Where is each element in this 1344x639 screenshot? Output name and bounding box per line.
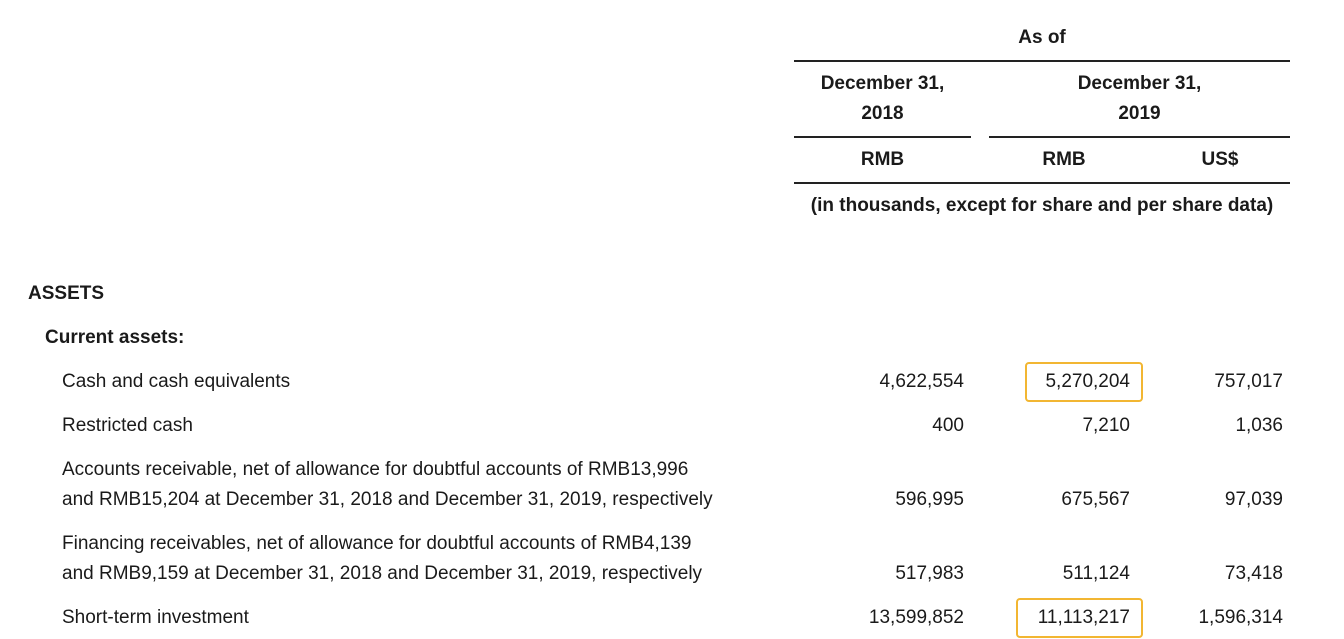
row-label-short-term-investment: Short-term investment: [62, 607, 249, 628]
currency-label-2019-rmb: RMB: [1042, 149, 1086, 170]
row-value-cash-usd-2019: 757,017: [1214, 371, 1283, 392]
column-header-2018-line1: December 31,: [820, 73, 945, 94]
units-note: (in thousands, except for share and per share data): [810, 195, 1274, 216]
row-value-financing-rmb-2018: 517,983: [895, 563, 964, 584]
section-heading-assets: ASSETS: [28, 283, 105, 304]
row-value-financing-usd-2019: 73,418: [1224, 563, 1283, 584]
section-heading-current-assets: Current assets:: [45, 327, 185, 348]
column-header-2018: [794, 69, 971, 129]
column-header-2018-line2: 2018: [861, 103, 904, 124]
column-header-2019: [989, 69, 1290, 129]
row-value-receivable-rmb-2019: 675,567: [1061, 489, 1130, 510]
row-value-receivable-usd-2019: 97,039: [1224, 489, 1283, 510]
currency-label-2018-rmb: RMB: [860, 149, 905, 170]
header-rule-2019: [989, 136, 1290, 138]
row-value-restricted-rmb-2019: 7,210: [1082, 415, 1130, 436]
row-value-receivable-rmb-2018: 596,995: [895, 489, 964, 510]
row-value-financing-rmb-2019: 511,124: [1062, 563, 1130, 584]
row-value-cash-rmb-2018: 4,622,554: [879, 371, 964, 392]
row-label-restricted-cash: Restricted cash: [62, 415, 193, 436]
row-label-accounts-receivable-line2: and RMB15,204 at December 31, 2018 and December 31, 2019, respectively: [62, 489, 713, 510]
row-value-restricted-usd-2019: 1,036: [1235, 415, 1283, 436]
row-value-investment-rmb-2018: 13,599,852: [868, 607, 964, 628]
row-label-financing-receivables-line1: Financing receivables, net of allowance for doubtful accounts of RMB4,139: [62, 533, 692, 554]
header-rule-2018: [794, 136, 971, 138]
row-value-investment-rmb-2019: 11,113,217: [1037, 607, 1130, 628]
currency-label-2019-usd: US$: [1201, 149, 1239, 170]
row-label-cash: Cash and cash equivalents: [62, 371, 291, 392]
column-header-2019-line2: 2019: [1118, 103, 1161, 124]
row-value-cash-rmb-2019: 5,270,204: [1045, 371, 1130, 392]
as-of-heading: As of: [1018, 27, 1066, 48]
header-rule-top: [794, 60, 1290, 62]
column-header-2019-line1: December 31,: [1077, 73, 1202, 94]
row-label-accounts-receivable-line1: Accounts receivable, net of allowance for doubtful accounts of RMB13,996: [62, 459, 689, 480]
header-rule-bottom: [794, 182, 1290, 184]
row-value-restricted-rmb-2018: 400: [932, 415, 964, 436]
row-label-financing-receivables-line2: and RMB9,159 at December 31, 2018 and December 31, 2019, respectively: [62, 563, 703, 584]
row-value-investment-usd-2019: 1,596,314: [1198, 607, 1283, 628]
